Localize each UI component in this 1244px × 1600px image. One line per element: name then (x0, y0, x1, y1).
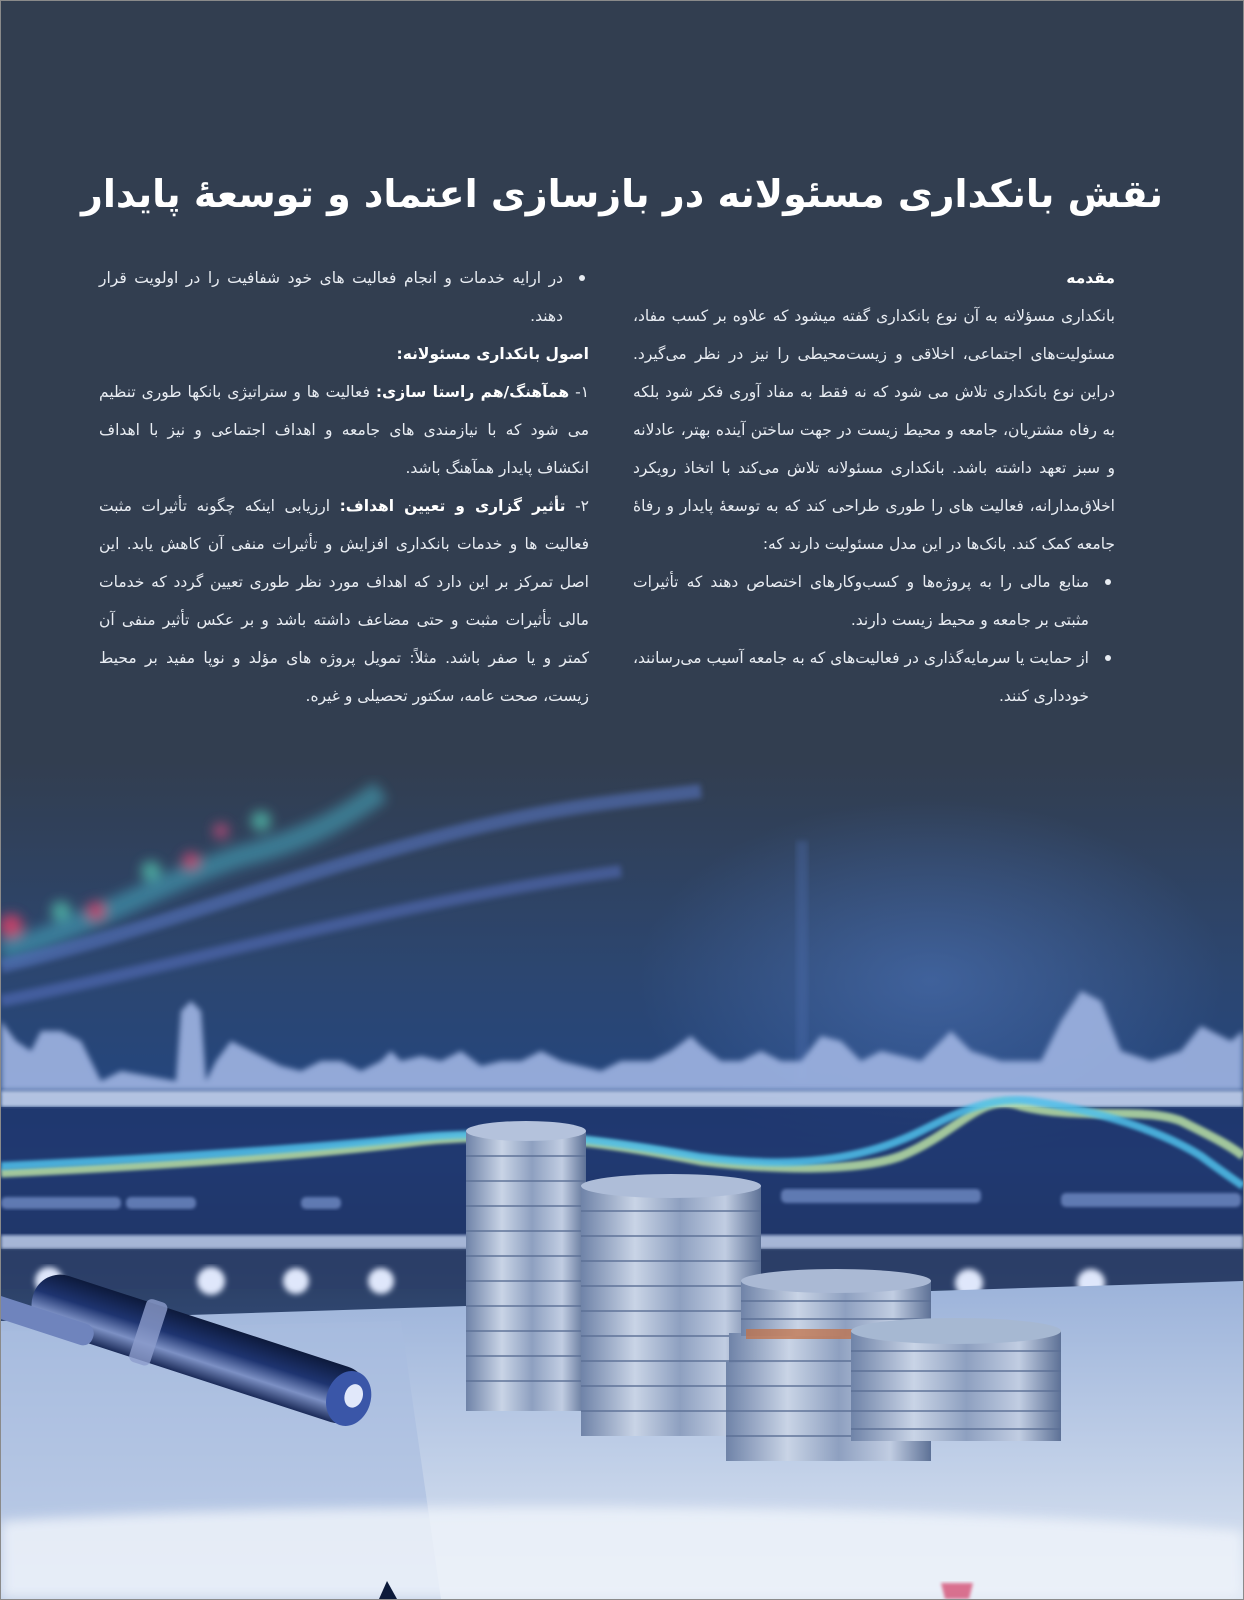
list-item: در ارایه خدمات و انجام فعالیت های خود شفافیت را در اولویت قرار دهند. (99, 259, 589, 335)
finance-photo (1, 761, 1243, 1599)
principles-column (99, 259, 589, 715)
page-title: نقش بانکداری مسئولانه در بازسازی اعتماد و توسعهٔ پایدار (81, 172, 1163, 217)
intro-bullet-list (633, 563, 1115, 715)
transparency-bullet-list (99, 259, 589, 335)
principle-item (99, 487, 589, 715)
list-item: منابع مالی را به پروژه‌ها و کسب‌وکارهای اختصاص دهند که تأثیرات مثبتی بر جامعه و محیط زیست دارند. (633, 563, 1115, 639)
principle-number: ۲- (575, 497, 589, 515)
principle-number: ۱- (575, 383, 590, 401)
intro-paragraph: بانکداری مسؤلانه به آن نوع بانکداری گفته میشود که علاوه بر کسب مفاد، مسئولیت‌های اجتماعی، اخلاقی و زیست‌محیطی را نیز در نظر می‌گیرد. دراین نوع بانکداری تلاش می شود که نه فقط به مفاد آوری فکر شود بلکه به رفاه مشتریان، جامعه و محیط زیست در جهت ساختن آینده بهتر، عادلانه و سبز تعهد داشته باشد. بانکداری مسئولانه تلاش می‌کند با اتخاذ رویکرد اخلاق‌مدارانه، فعالیت های را طوری طراحی کند که به توسعهٔ پایدار و رفاهٔ جامعه کمک کند. بانک‌ها در این مدل مسئولیت دارند که: (633, 307, 1115, 553)
intro-heading: مقدمه (1066, 269, 1115, 287)
list-item: از حمایت یا سرمایه‌گذاری در فعالیت‌های که به جامعه آسیب می‌رسانند، خودداری کنند. (633, 639, 1115, 715)
principle-title: تأثیر گزاری و تعیین اهداف: (339, 497, 566, 515)
intro-column (633, 259, 1115, 715)
principles-heading: اصول بانکداری مسئولانه: (396, 345, 589, 363)
principle-title: همآهنگ/هم راستا سازی: (375, 383, 570, 401)
coins-and-pen-illustration (1, 761, 1243, 1599)
principle-text: فعالیت ها و ستراتیژی بانکها طوری تنظیم می شود که با نیازمندی های جامعه و اهداف اجتماعی و نیز با اهداف انکشاف پایدار همآهنگ باشد. (99, 383, 589, 477)
principle-text: ارزیابی اینکه چگونه تأثیرات مثبت فعالیت ها و خدمات بانکداری افزایش و تأثیرات منفی آن کاهش یابد. این اصل تمرکز بر این دارد که اهداف مورد نظر طوری تعیین گردد که خدمات مالی تأثیرات مثبت و حتی مضاعف داشته باشد و بر عکس تأثیر منفی آن کمتر و یا صفر باشد. مثلاً: تمویل پروژه های مؤلد و نوپا مفید بر محیط زیست، صحت عامه، سکتور تحصیلی و غیره. (99, 497, 589, 705)
principle-item (99, 373, 589, 487)
